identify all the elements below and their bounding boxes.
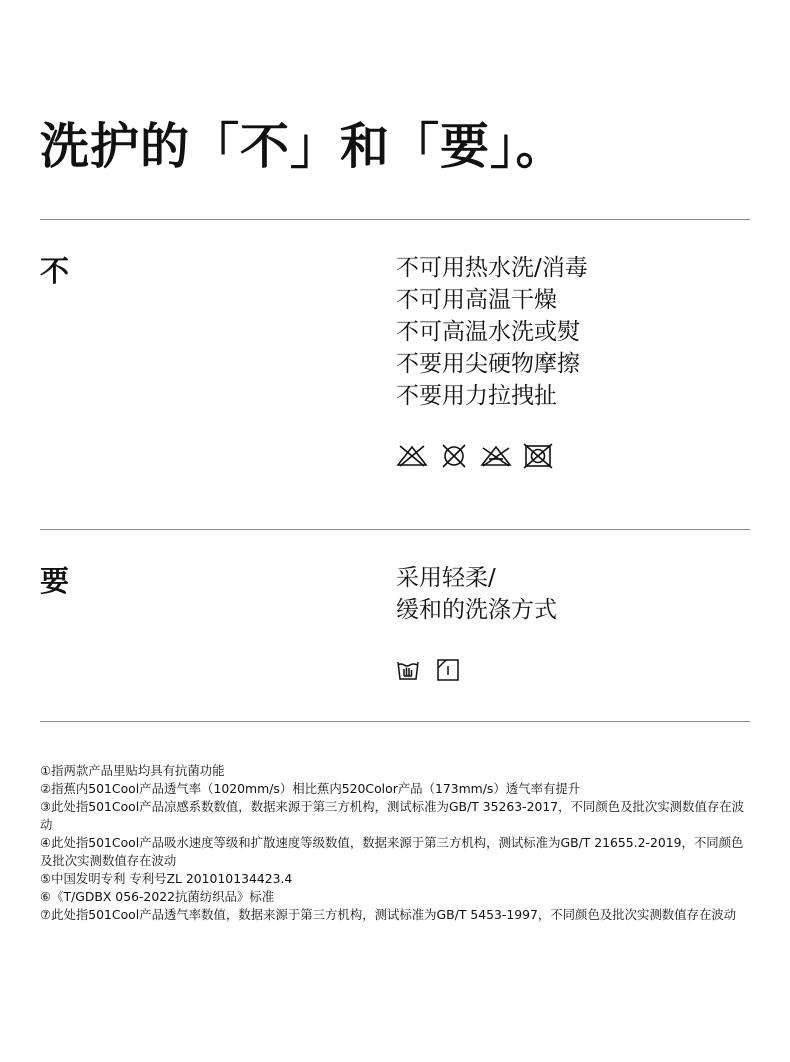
do-list (396, 562, 557, 626)
dont-heading: 不 (40, 254, 70, 288)
divider-middle (40, 529, 750, 530)
footnote: ⑦此处指501Cool产品透气率数值，数据来源于第三方机构，测试标准为GB/T 5453-1997，不同颜色及批次实测数值存在波动 (40, 907, 737, 922)
do-not-bleach-icon (396, 443, 428, 469)
footnote: ②指蕉内501Cool产品透气率（1020mm/s）相比蕉内520Color产品（173mm/s）透气率有提升 (40, 781, 581, 796)
dont-list (396, 252, 588, 412)
dont-item: 不要用力拉拽扯 (396, 383, 557, 409)
line-dry-icon (436, 658, 460, 682)
divider-bottom (40, 721, 750, 722)
hand-wash-icon (396, 658, 420, 682)
footnote: ③此处指501Cool产品凉感系数数值，数据来源于第三方机构，测试标准为GB/T 35263-2017，不同颜色及批次实测数值存在波动 (40, 799, 745, 832)
do-item: 缓和的洗涤方式 (396, 597, 557, 623)
dont-care-icons (396, 443, 554, 469)
do-not-tumble-dry-icon (438, 443, 470, 469)
do-item: 采用轻柔/ (396, 565, 496, 591)
footnote: ④此处指501Cool产品吸水速度等级和扩散速度等级数值，数据来源于第三方机构，测试标准为GB/T 21655.2-2019，不同颜色及批次实测数值存在波动 (40, 835, 744, 868)
dont-item: 不可用高温干燥 (396, 287, 557, 313)
divider-top (40, 219, 750, 220)
footnote: ⑥《T/GDBX 056-2022抗菌纺织品》标准 (40, 889, 275, 904)
do-not-bleach-icon (480, 443, 512, 469)
footnote: ①指两款产品里贴均具有抗菌功能 (40, 763, 225, 778)
do-care-icons (396, 658, 460, 682)
dont-item: 不可用热水洗/消毒 (396, 255, 588, 281)
dont-item: 不可高温水洗或熨 (396, 319, 580, 345)
do-heading: 要 (40, 564, 70, 598)
footnotes (40, 762, 752, 924)
page-title: 洗护的「不」和「要」。 (40, 118, 566, 175)
dont-item: 不要用尖硬物摩擦 (396, 351, 580, 377)
footnote: ⑤中国发明专利 专利号ZL 201010134423.4 (40, 871, 293, 886)
do-not-dry-clean-icon (522, 443, 554, 469)
